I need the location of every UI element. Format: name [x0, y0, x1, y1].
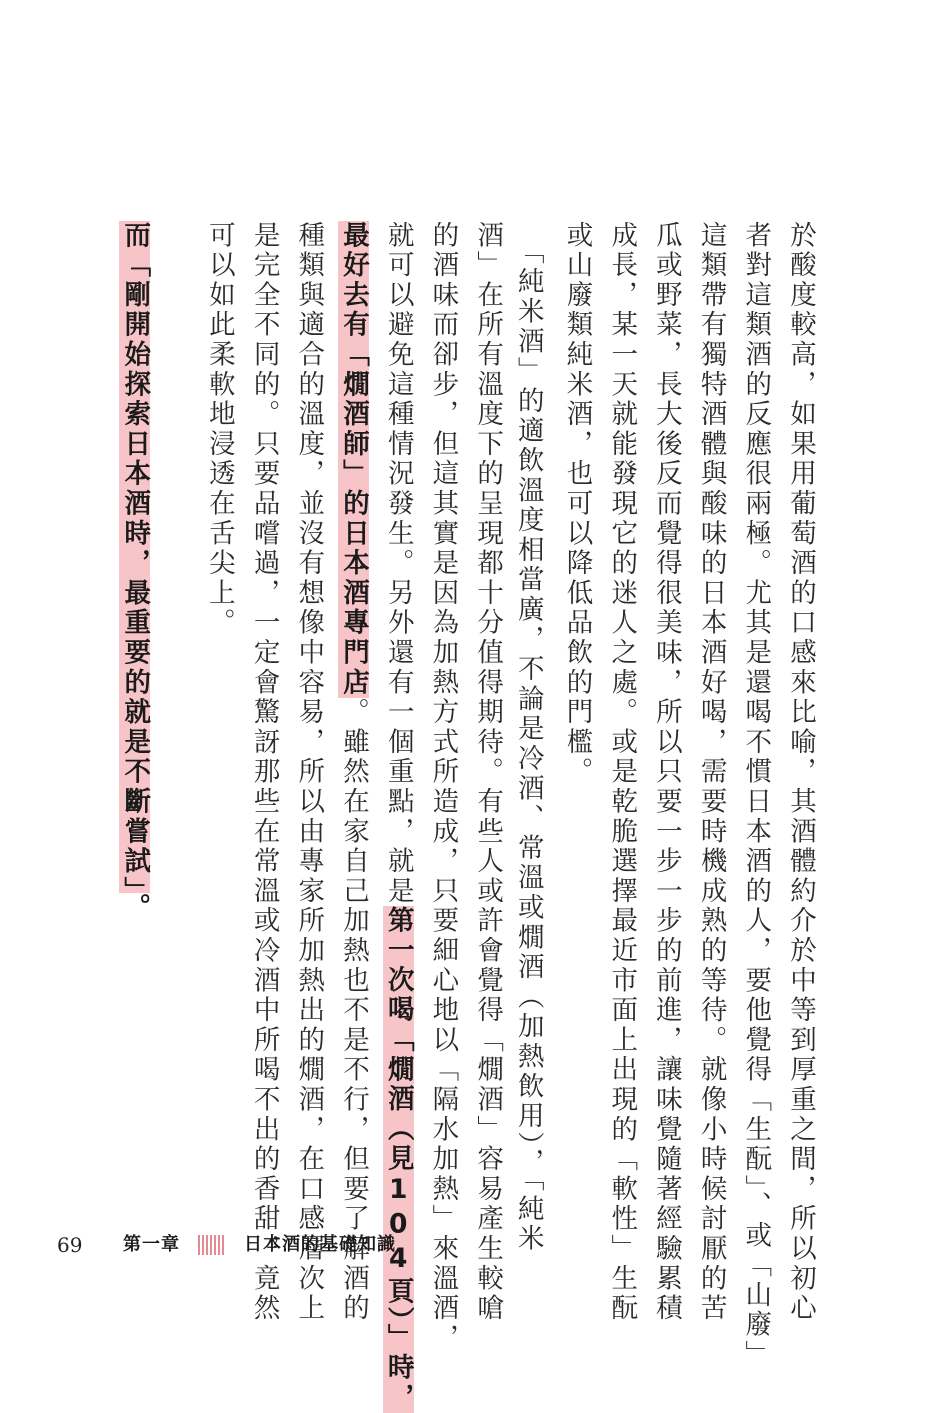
text-run: 這類帶有獨特酒體與酸味的日本酒好喝，需要時機成熟的等待。就像小時候討厭的苦 — [695, 221, 727, 1324]
text-column — [199, 221, 239, 638]
text-column — [557, 221, 597, 787]
text-run: 的酒味而卻步，但這其實是因為加熱方式所造成，只要細心地以「隔水加熱」來溫酒， — [427, 221, 459, 1354]
text-column — [288, 221, 328, 1324]
chapter-label: 第一章 — [123, 1234, 180, 1255]
text-run: 「純米酒」的適飲溫度相當廣，不論是冷酒、常溫或燗酒（加熱飲用），「純米 — [512, 221, 544, 1255]
text-run: 或山廢類純米酒，也可以降低品飲的門檻。 — [561, 221, 593, 788]
page-number: 69 — [57, 1233, 83, 1257]
text-column — [601, 221, 641, 1324]
text-run: 成長，某一天就能發現它的迷人之處。或是乾脆選擇最近市面上出現的「軟性」生酛 — [606, 221, 638, 1324]
text-run: 。雖然在家自己加熱也不是不行，但要了解酒的 — [338, 697, 369, 1324]
text-run: 者對這類酒的反應很兩極。尤其是還喝不慣日本酒的人，要他覺得「生酛」、或「山廢」 — [740, 221, 772, 1370]
highlighted-phrase: 第一次喝「燗酒（見104頁）」時， — [382, 906, 414, 1413]
closing-statement-column — [114, 221, 154, 923]
text-run: 。 — [119, 893, 151, 923]
chapter-separator-mark — [198, 1235, 226, 1255]
text-column — [691, 221, 731, 1324]
text-run: 瓜或野菜，長大後反而覺得很美味，所以只要一步一步的前進，讓味覺隨著經驗累積 — [650, 221, 682, 1324]
book-title: 日本酒的基礎知識 — [244, 1234, 396, 1255]
text-run: 於酸度較高，如果用葡萄酒的口感來比喻，其酒體約介於中等到厚重之間，所以初心 — [785, 221, 816, 1324]
text-run: 種類與適合的溫度，並沒有想像中容易，所以由專家所加熱出的燗酒，在口感層次上 — [293, 221, 325, 1324]
text-column — [735, 221, 775, 1370]
text-run: 是完全不同的。只要品嚐過，一定會驚訝那些在常溫或冷酒中所喝不出的香甜，竟然 — [248, 221, 280, 1324]
text-column — [244, 221, 284, 1324]
text-column — [646, 221, 686, 1324]
text-run: 可以如此柔軟地浸透在舌尖上。 — [203, 221, 235, 639]
text-run: 酒」在所有溫度下的呈現都十分值得期待。有些人或許會覺得「燗酒」容易產生較嗆 — [472, 221, 504, 1324]
text-column — [780, 221, 820, 1324]
page-footer — [0, 1232, 937, 1262]
text-run: 就可以避免這種情況發生。另外還有一個重點，就是 — [382, 221, 414, 907]
text-column — [333, 221, 373, 1324]
text-column — [508, 221, 548, 1254]
highlighted-phrase: 而「剛開始探索日本酒時，最重要的就是不斷嘗試」 — [119, 221, 151, 894]
text-column — [467, 221, 507, 1324]
highlighted-phrase: 最好去有「燗酒師」的日本酒專門店 — [338, 221, 369, 698]
text-column — [422, 221, 462, 1353]
